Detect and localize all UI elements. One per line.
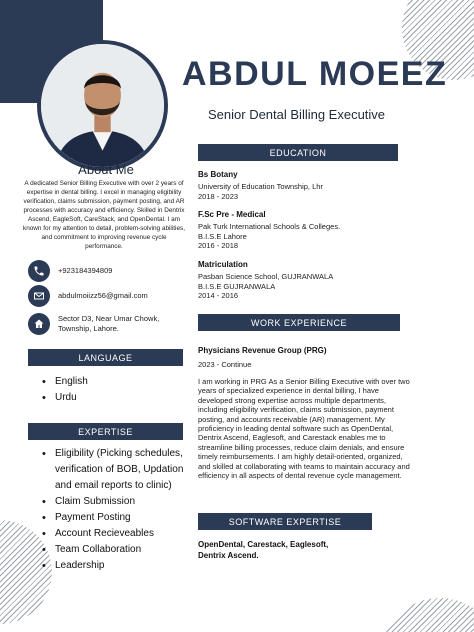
education-entry	[198, 209, 428, 251]
education-entry	[198, 169, 428, 201]
profile-photo	[41, 44, 164, 167]
contact-email	[28, 285, 148, 307]
work-experience-heading: WORK EXPERIENCE	[198, 314, 400, 331]
email-address: abdulmoiizz56@gmail.com	[58, 291, 148, 300]
language-item: • Urdu	[40, 390, 88, 406]
expertise-item: • Payment Posting	[40, 510, 190, 526]
phone-icon	[28, 260, 50, 282]
education-heading: EDUCATION	[198, 144, 398, 161]
about-heading: About Me	[78, 162, 134, 177]
work-description: I am working in PRG As a Senior Billing Executive with over two years of specialized experience in dental billing, I have developed strong expertise across multiple departments, including eligibility verification, claims submission, payment posting, and accounts receivable (AR) management. My proficiency in leading dental software such as OpenDental, Dentrix Ascend, Eaglesoft, and Carestack enables me to streamline billing processes, reduce claim denials, and ensure timely reimbursements. I am highly detail-oriented, organized, and skilled at collaborating with teams to maintain accuracy and efficiency in all aspects of dental revenue cycle management.	[198, 377, 410, 481]
expertise-item: • Leadership	[40, 558, 190, 574]
education-degree: Bs Botany	[198, 170, 238, 179]
expertise-list	[40, 446, 190, 574]
education-school: Pak Turk International Schools & Colleges.	[198, 222, 341, 231]
expertise-item: • Claim Submission	[40, 494, 190, 510]
education-school: Pasban Science School, GUJRANWALA	[198, 272, 334, 281]
education-years: 2016 - 2018	[198, 241, 239, 250]
expertise-item: • Team Collaboration	[40, 542, 190, 558]
language-item: • English	[40, 374, 88, 390]
work-company: Physicians Revenue Group (PRG)	[198, 346, 327, 355]
contact-phone	[28, 260, 112, 282]
contact-address	[28, 313, 178, 335]
hatched-circle-decoration	[380, 598, 474, 632]
education-school: University of Education Township, Lhr	[198, 182, 323, 191]
language-list	[40, 374, 88, 406]
home-icon	[28, 313, 50, 335]
about-text: A dedicated Senior Billing Executive with over 2 years of expertise in dental billing. I excel in managing eligibility verification, claims submission, payment posting, and AR processes with accuracy and efficiency. Skilled in Dentrix Ascend, EagleSoft, CareStack, and OpenDental. I am known for my attention to detail, problem-solving abilities, and commitment to improving revenue cycle performance.	[23, 180, 185, 250]
education-board: B.I.S.E Lahore	[198, 231, 247, 241]
language-heading: LANGUAGE	[28, 349, 183, 366]
expertise-heading: EXPERTISE	[28, 423, 183, 440]
address-text: Sector D3, Near Umar Chowk, Township, Lahore.	[58, 314, 160, 333]
mail-icon	[28, 285, 50, 307]
education-years: 2018 - 2023	[198, 191, 239, 201]
expertise-item: • Eligibility (Picking schedules, verification of BOB, Updation and email reports to clinic)	[40, 446, 190, 494]
work-entry	[198, 345, 410, 480]
work-dates: 2023 - Continue	[198, 360, 252, 369]
software-expertise-heading: SOFTWARE EXPERTISE	[198, 513, 372, 530]
profile-photo-frame	[37, 40, 168, 171]
candidate-name: ABDUL MOEEZ	[182, 55, 448, 93]
education-degree: F.Sc Pre - Medical	[198, 210, 266, 219]
expertise-item: • Account Recieveables	[40, 526, 190, 542]
education-board: B.I.S.E GUJRANWALA	[198, 281, 276, 291]
software-list: OpenDental, Carestack, Eaglesoft, Dentrix Ascend.	[198, 540, 329, 560]
education-years: 2014 - 2016	[198, 291, 239, 300]
education-degree: Matriculation	[198, 260, 248, 269]
job-title: Senior Dental Billing Executive	[208, 107, 386, 122]
education-entry	[198, 259, 428, 301]
phone-number: +923184394809	[58, 266, 113, 275]
